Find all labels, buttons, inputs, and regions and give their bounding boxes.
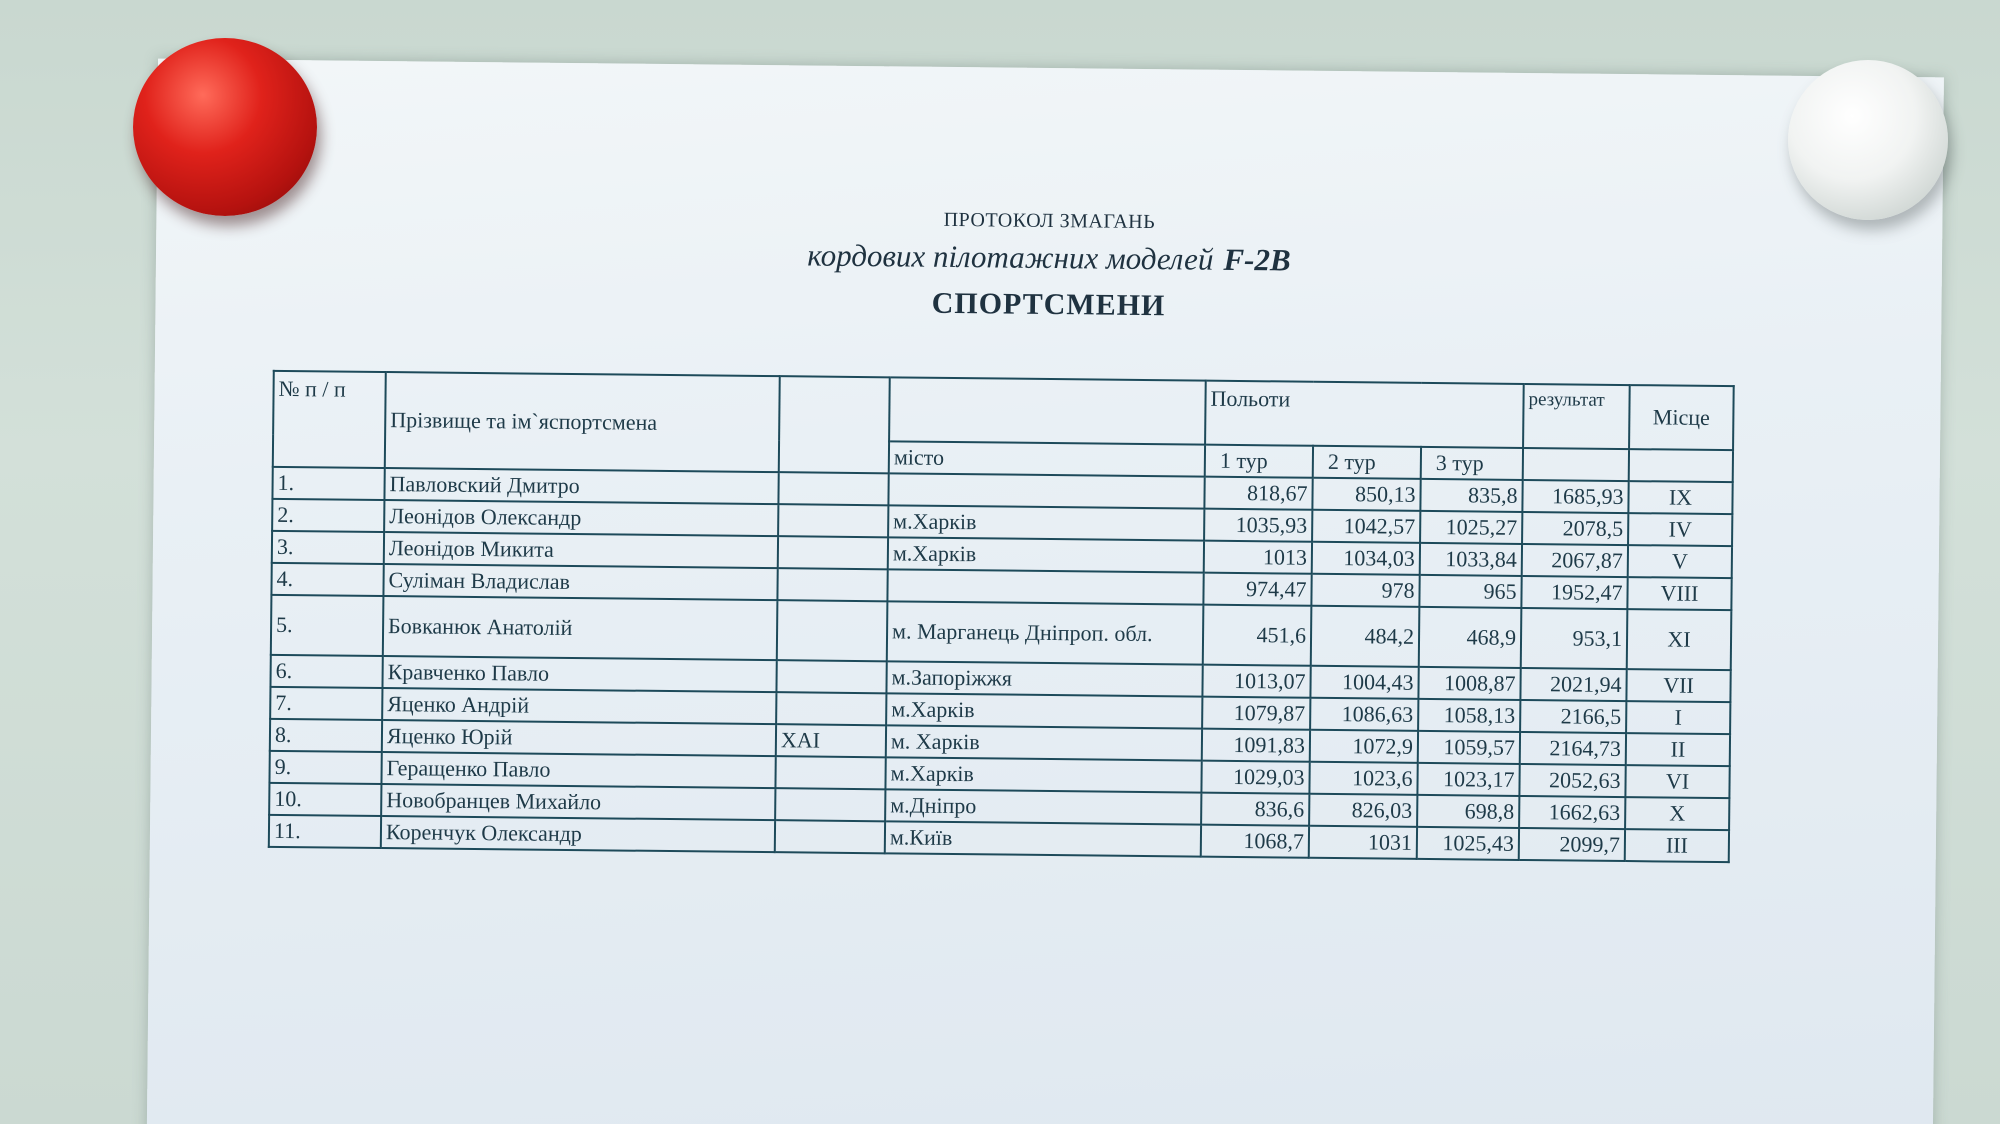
cell-city: м.Харків: [886, 693, 1202, 728]
cell-org: [778, 472, 888, 505]
cell-result: 2166,5: [1520, 700, 1626, 733]
header-result-blank: [1523, 448, 1629, 481]
cell-result: 2052,63: [1519, 764, 1625, 797]
cell-r3: 835,8: [1420, 479, 1522, 512]
cell-r2: 826,03: [1309, 794, 1417, 827]
cell-r1: 1013,07: [1202, 665, 1310, 698]
protocol-title: ПРОТОКОЛ ЗМАГАНЬ: [943, 208, 1156, 234]
cell-num: 4.: [271, 563, 383, 596]
cell-r1: 818,67: [1204, 477, 1312, 510]
cell-place: II: [1626, 733, 1730, 766]
cell-num: 9.: [269, 751, 381, 784]
cell-city: м.Харків: [885, 757, 1201, 792]
cell-place: IV: [1628, 513, 1732, 546]
model-class: F-2B: [1223, 241, 1291, 278]
cell-r1: 1035,93: [1204, 509, 1312, 542]
header-place: Місце: [1629, 385, 1734, 450]
cell-name: Леонідов Микита: [384, 532, 778, 568]
cell-result: 2164,73: [1520, 732, 1626, 765]
cell-r2: 1042,57: [1312, 510, 1420, 543]
cell-org: [775, 756, 885, 789]
cell-org: [778, 536, 888, 569]
cell-city: м. Харків: [886, 725, 1202, 760]
cell-r3: 468,9: [1419, 607, 1522, 668]
header-round2: 2 тур: [1313, 446, 1421, 479]
cell-r2: 1072,9: [1310, 730, 1418, 763]
cell-place: III: [1625, 829, 1729, 862]
cell-city: м.Київ: [885, 821, 1201, 856]
header-round3: 3 тур: [1421, 447, 1523, 480]
cell-place: VIII: [1627, 577, 1731, 610]
cell-result: 1952,47: [1521, 576, 1627, 609]
cell-r1: 1013: [1204, 541, 1312, 574]
cell-r3: 1025,43: [1417, 827, 1519, 860]
cell-result: 2021,94: [1520, 668, 1626, 701]
cell-org: [776, 660, 886, 693]
cell-city: м.Харків: [888, 537, 1204, 572]
cell-name: Яценко Андрій: [382, 688, 776, 724]
cell-r3: 698,8: [1417, 795, 1519, 828]
cell-r3: 965: [1419, 575, 1521, 608]
cell-r2: 484,2: [1311, 606, 1420, 667]
cell-place: I: [1626, 701, 1730, 734]
cell-num: 11.: [269, 815, 381, 848]
cell-result: 953,1: [1521, 608, 1628, 669]
red-magnet: [133, 38, 317, 216]
header-place-blank: [1629, 449, 1733, 482]
header-flights: Польоти: [1205, 381, 1524, 448]
cell-num: 6.: [270, 655, 382, 688]
cell-r1: 1029,03: [1201, 761, 1309, 794]
cell-result: 2078,5: [1522, 512, 1628, 545]
cell-org: ХАІ: [776, 724, 886, 757]
cell-r1: 1091,83: [1202, 729, 1310, 762]
cell-org: [777, 600, 888, 661]
cell-r2: 1034,03: [1312, 542, 1420, 575]
cell-city: [887, 569, 1203, 604]
cell-r2: 1086,63: [1310, 698, 1418, 731]
header-city: місто: [889, 441, 1205, 476]
cell-city: [888, 473, 1204, 508]
cell-name: Бовканюк Анатолій: [383, 596, 778, 660]
cell-num: 10.: [269, 783, 381, 816]
cell-result: 1685,93: [1522, 480, 1628, 513]
cell-place: IX: [1628, 481, 1732, 514]
table-body: [269, 371, 1734, 862]
cell-place: XI: [1627, 609, 1732, 670]
cell-name: Яценко Юрій: [382, 720, 776, 756]
cell-r2: 978: [1311, 574, 1419, 607]
cell-org: [775, 820, 885, 853]
cell-org: [777, 568, 887, 601]
header-name: Прізвище та ім`яспортсмена: [385, 372, 780, 472]
header-row-1: [273, 371, 1734, 450]
cell-place: VI: [1625, 765, 1729, 798]
cell-r2: 1023,6: [1309, 762, 1417, 795]
cell-result: 2067,87: [1522, 544, 1628, 577]
header-org: [779, 376, 890, 473]
cell-r3: 1025,27: [1420, 511, 1522, 544]
cell-city: м.Запоріжжя: [886, 661, 1202, 696]
cell-r2: 1004,43: [1310, 666, 1418, 699]
cell-name: Коренчук Олександр: [381, 816, 775, 852]
cell-r3: 1023,17: [1417, 763, 1519, 796]
cell-num: 7.: [270, 687, 382, 720]
cell-r3: 1058,13: [1418, 699, 1520, 732]
cell-num: 8.: [270, 719, 382, 752]
header-result: результат: [1523, 384, 1630, 449]
cell-r1: 1068,7: [1201, 825, 1309, 858]
paper-sheet: [147, 59, 1944, 1124]
cell-num: 2.: [272, 499, 384, 532]
cell-org: [776, 692, 886, 725]
header-round1: 1 тур: [1205, 445, 1313, 478]
cell-r3: 1033,84: [1420, 543, 1522, 576]
cell-city: м. Марганець Дніпроп. обл.: [887, 601, 1204, 664]
cell-result: 1662,63: [1519, 796, 1625, 829]
section-title: СПОРТСМЕНИ: [931, 286, 1166, 323]
white-magnet: [1788, 60, 1948, 220]
cell-name: Суліман Владислав: [383, 564, 777, 600]
cell-city: м.Дніпро: [885, 789, 1201, 824]
cell-r2: 1031: [1309, 826, 1417, 859]
cell-name: Новобранцев Михайло: [381, 784, 775, 820]
header-num: № п / п: [273, 371, 386, 468]
cell-r1: 974,47: [1203, 573, 1311, 606]
cell-name: Кравченко Павло: [382, 656, 776, 692]
header-city-top: [889, 377, 1206, 444]
cell-place: VII: [1626, 669, 1730, 702]
cell-org: [778, 504, 888, 537]
cell-name: Геращенко Павло: [381, 752, 775, 788]
results-table: [268, 370, 1735, 863]
cell-r1: 1079,87: [1202, 697, 1310, 730]
cell-city: м.Харків: [888, 505, 1204, 540]
cell-org: [775, 788, 885, 821]
cell-r3: 1008,87: [1418, 667, 1520, 700]
cell-num: 3.: [272, 531, 384, 564]
cell-num: 5.: [271, 595, 384, 656]
cell-place: V: [1628, 545, 1732, 578]
cell-r1: 836,6: [1201, 793, 1309, 826]
cell-result: 2099,7: [1519, 828, 1625, 861]
subtitle-text: кордових пілотажних моделей: [807, 237, 1214, 277]
cell-name: Павловский Дмитро: [384, 468, 778, 504]
cell-place: X: [1625, 797, 1729, 830]
cell-r2: 850,13: [1312, 478, 1420, 511]
cell-r1: 451,6: [1203, 605, 1312, 666]
cell-r3: 1059,57: [1418, 731, 1520, 764]
cell-name: Леонідов Олександр: [384, 500, 778, 536]
cell-num: 1.: [272, 467, 384, 500]
